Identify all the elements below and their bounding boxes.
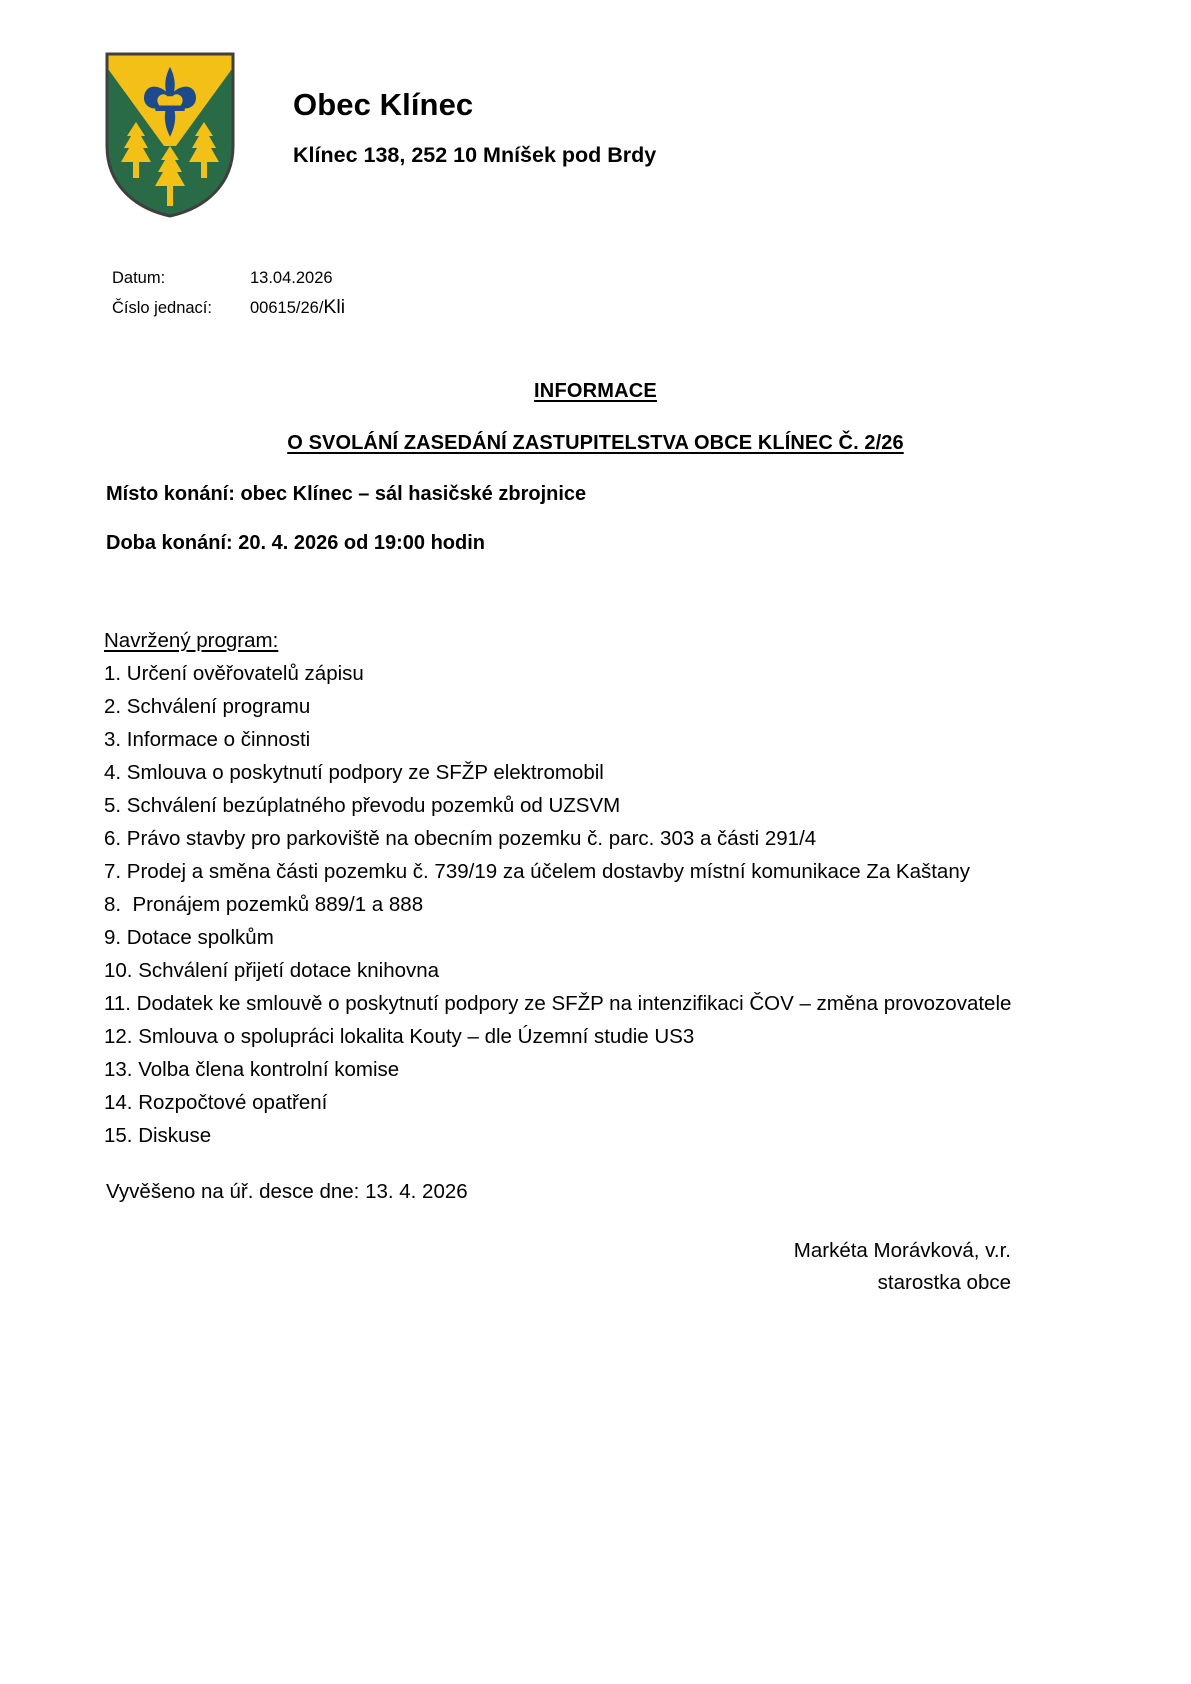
coat-of-arms-icon xyxy=(103,50,237,220)
program-item: 14. Rozpočtové opatření xyxy=(104,1091,328,1114)
organization-name: Obec Klínec xyxy=(293,87,474,122)
organization-address: Klínec 138, 252 10 Mníšek pod Brdy xyxy=(293,142,657,167)
program-item: 9. Dotace spolkům xyxy=(104,926,274,949)
meeting-place-line: Místo konání: obec Klínec – sál hasičské zbrojnice xyxy=(106,483,587,505)
reference-value xyxy=(250,298,345,318)
signer-name: Markéta Morávková, v.r. xyxy=(793,1239,1011,1262)
program-item: 12. Smlouva o spolupráci lokalita Kouty – dle Územní studie US3 xyxy=(104,1025,695,1048)
date-value: 13.04.2026 xyxy=(250,269,333,287)
reference-value-suffix: Kli xyxy=(323,296,346,318)
signature-block xyxy=(794,1235,1011,1299)
program-item: 15. Diskuse xyxy=(104,1124,212,1147)
program-item: 10. Schválení přijetí dotace knihovna xyxy=(104,959,440,982)
document-subtitle-text: O SVOLÁNÍ ZASEDÁNÍ ZASTUPITELSTVA OBCE KLÍNEC Č. 2/26 xyxy=(287,432,904,454)
program-list xyxy=(104,664,1011,1159)
program-section xyxy=(104,631,1011,1159)
program-item: 6. Právo stavby pro parkoviště na obecním pozemku č. parc. 303 a části 291/4 xyxy=(104,827,817,850)
program-item: 3. Informace o činnosti xyxy=(104,728,311,751)
document-title-text: INFORMACE xyxy=(534,380,657,402)
program-item: 8. Pronájem pozemků 889/1 a 888 xyxy=(104,893,424,916)
signer-role: starostka obce xyxy=(877,1270,1011,1294)
letterhead-text xyxy=(293,50,656,168)
document-subtitle xyxy=(0,432,1191,455)
date-label: Datum: xyxy=(112,269,166,287)
program-item: 1. Určení ověřovatelů zápisu xyxy=(104,662,364,685)
program-item: 5. Schválení bezúplatného převodu pozemků od UZSVM xyxy=(104,794,621,817)
meta-row-date xyxy=(112,270,345,298)
posted-on-board-line: Vyvěšeno na úř. desce dne: 13. 4. 2026 xyxy=(106,1180,468,1203)
reference-value-prefix: 00615/26/ xyxy=(250,299,324,317)
program-item: 11. Dodatek ke smlouvě o poskytnutí podpory ze SFŽP na intenzifikaci ČOV – změna provozovatele xyxy=(104,992,1012,1015)
meta-row-reference xyxy=(112,298,345,326)
program-item: 13. Volba člena kontrolní komise xyxy=(104,1058,400,1081)
letterhead xyxy=(103,50,656,220)
reference-label: Číslo jednací: xyxy=(112,299,212,317)
program-heading: Navržený program: xyxy=(104,629,279,652)
document-title xyxy=(0,380,1191,403)
document-meta xyxy=(112,270,345,326)
program-item: 4. Smlouva o poskytnutí podpory ze SFŽP elektromobil xyxy=(104,761,604,784)
program-item: 7. Prodej a směna části pozemku č. 739/19 za účelem dostavby místní komunikace Za Kaštany xyxy=(104,860,970,883)
meeting-time-line: Doba konání: 20. 4. 2026 od 19:00 hodin xyxy=(106,532,485,554)
program-item: 2. Schválení programu xyxy=(104,695,311,718)
